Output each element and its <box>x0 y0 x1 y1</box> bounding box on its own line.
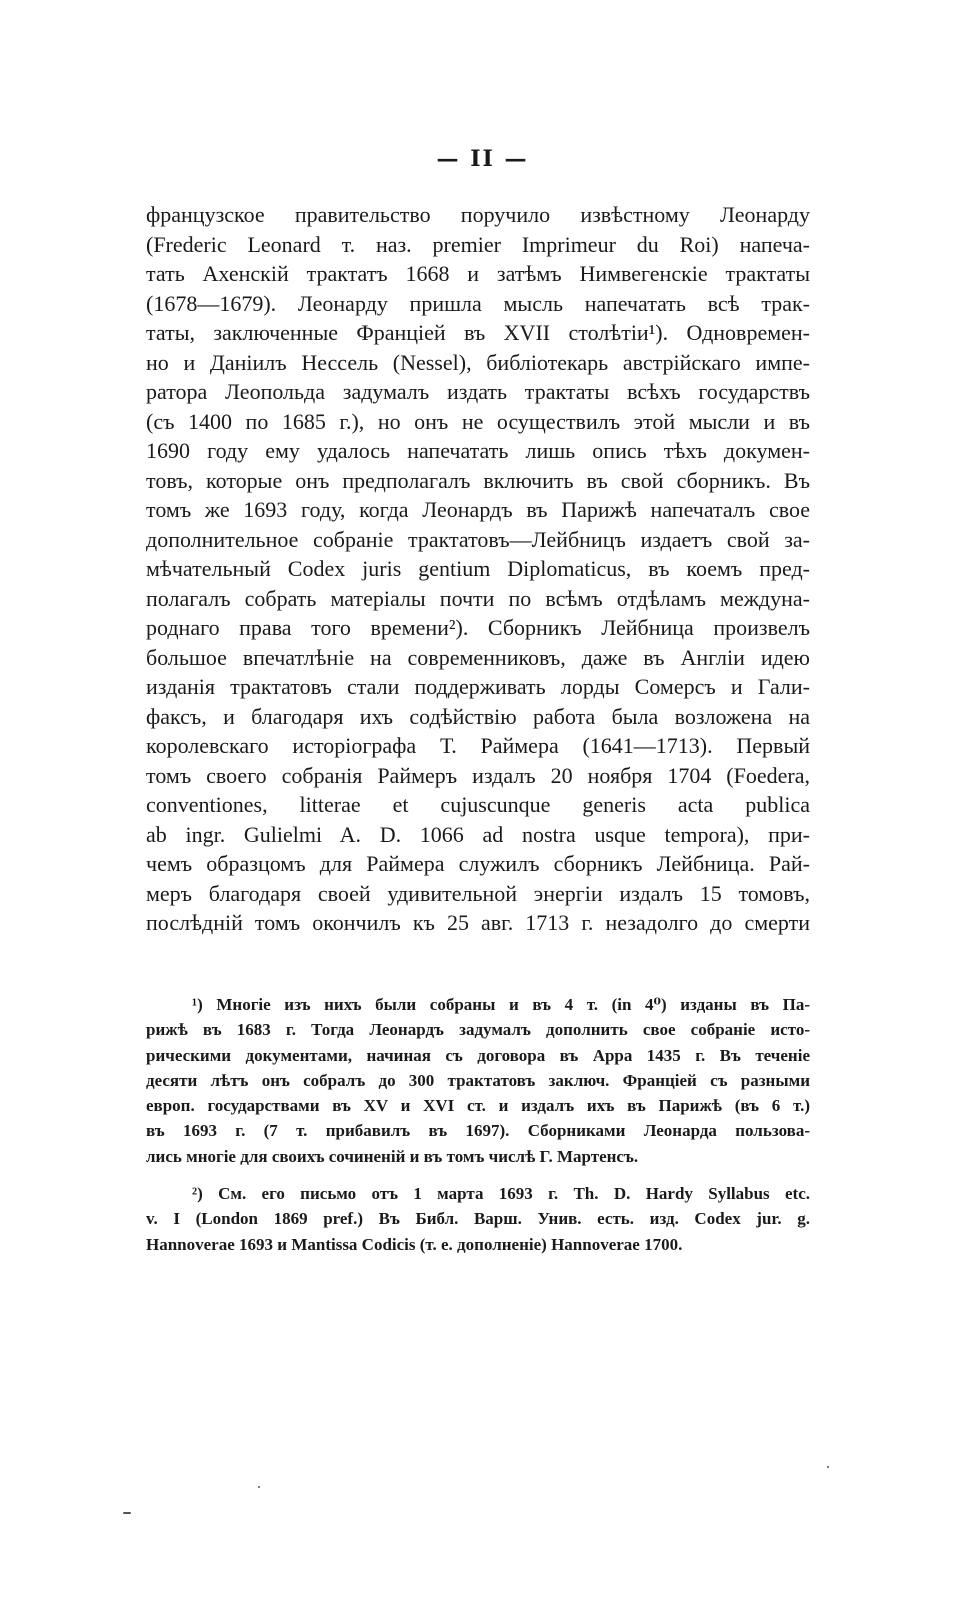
body-line: изданія трактатовъ стали поддерживать лорды Сомерсъ и Гали- <box>146 674 810 699</box>
body-line: томъ своего собранія Раймеръ издалъ 20 ноября 1704 (Foedera, <box>146 762 810 788</box>
footnote-line: v. I (London 1869 pref.) Въ Библ. Варш. Унив. есть. изд. Codex jur. g. <box>146 1209 810 1229</box>
body-line: ab ingr. Gulielmi A. D. 1066 ad nostra usque tempora), при- <box>146 821 810 847</box>
footnote-line: ¹) Многіе изъ нихъ были собраны и въ 4 т. (in 4⁰) изданы въ Па- <box>192 995 810 1014</box>
body-line: чемъ образцомъ для Раймера служилъ сборникъ Лейбница. Рай- <box>146 851 810 876</box>
footnote-line: европ. государствами въ XV и XVI ст. и издалъ ихъ въ Парижѣ (въ 6 т.) <box>146 1096 810 1116</box>
body-line: меръ благодаря своей удивительной энергіи издалъ 15 томовъ, <box>146 880 810 906</box>
body-line: (съ 1400 по 1685 г.), но онъ не осуществилъ этой мысли и въ <box>146 408 810 434</box>
footnote-line: лись многіе для своихъ сочиненій и въ томъ числѣ Г. Мартенсъ. <box>146 1146 639 1166</box>
body-line: 1690 году ему удалось напечатать лишь опись тѣхъ докумен- <box>146 438 810 463</box>
footnote-line: въ 1693 г. (7 т. прибавилъ въ 1697). Сборниками Леонарда пользова- <box>146 1121 810 1141</box>
body-line: дополнительное собраніе трактатовъ—Лейбницъ издаетъ свой за- <box>146 526 810 552</box>
page-number: — II — <box>436 146 529 172</box>
footnote-1 <box>146 992 810 1169</box>
scan-speck <box>827 1466 829 1468</box>
body-line: тать Ахенскій трактатъ 1668 и затѣмъ Нимвегенскіе трактаты <box>146 261 810 286</box>
body-line: большое впечатлѣніе на современниковъ, даже въ Англіи идею <box>146 644 810 670</box>
footnote-line: десяти лѣтъ онъ собралъ до 300 трактатовъ заключ. Франціей съ разными <box>146 1070 810 1090</box>
body-line: таты, заключенные Франціей въ XVII столѣтіи¹). Одновремен- <box>146 320 810 345</box>
body-line: полагалъ собрать матеріалы почти по всѣмъ отдѣламъ междуна- <box>146 585 810 611</box>
scan-speck <box>258 1486 260 1488</box>
footnote-line: рижѣ въ 1683 г. Тогда Леонардъ задумалъ дополнить свое собраніе исто- <box>146 1020 810 1040</box>
body-line: мѣчательный Codex juris gentium Diplomaticus, въ коемъ пред- <box>146 556 810 581</box>
footnotes <box>146 992 810 1257</box>
body-line: французское правительство поручило извѣстному Леонарду <box>146 202 810 227</box>
body-line: но и Даніилъ Нессель (Nessel), библіотекарь австрійскаго импе- <box>146 349 810 375</box>
footnote-line: ²) См. его письмо отъ 1 марта 1693 г. Th. D. Hardy Syllabus etc. <box>192 1184 810 1204</box>
body-line: (1678—1679). Леонарду пришла мысль напечатать всѣ трак- <box>146 290 810 316</box>
body-line: (Frederic Leonard т. наз. premier Imprimeur du Roi) напеча- <box>146 231 810 257</box>
footnote-line: рическими документами, начиная съ договора въ Арра 1435 г. Въ теченіе <box>146 1045 810 1065</box>
body-line: роднаго права того времени²). Сборникъ Лейбница произвелъ <box>146 615 810 640</box>
body-line: послѣдній томъ окончилъ къ 25 авг. 1713 г. незадолго до смерти <box>146 910 810 935</box>
body-line: королевскаго исторіографа Т. Раймера (1641—1713). Первый <box>146 733 810 758</box>
body-line: факсъ, и благодаря ихъ содѣйствію работа была возложена на <box>146 703 810 729</box>
body-line: ратора Леопольда задумалъ издать трактаты всѣхъ государствъ <box>146 379 810 404</box>
footnote-line: Hannoverae 1693 и Mantissa Codicis (т. е. дополненіе) Hannoverae 1700. <box>146 1234 683 1254</box>
body-line: томъ же 1693 году, когда Леонардъ въ Парижѣ напечаталъ свое <box>146 497 810 522</box>
scan-speck <box>123 1512 131 1514</box>
body-line: товъ, которые онъ предполагалъ включить въ свой сборникъ. Въ <box>146 467 810 493</box>
footnote-gap <box>146 1169 810 1181</box>
footnote-2 <box>146 1181 810 1257</box>
body-line: conventiones, litterae et cujuscunque generis acta publica <box>146 792 810 817</box>
body-text <box>146 200 810 938</box>
